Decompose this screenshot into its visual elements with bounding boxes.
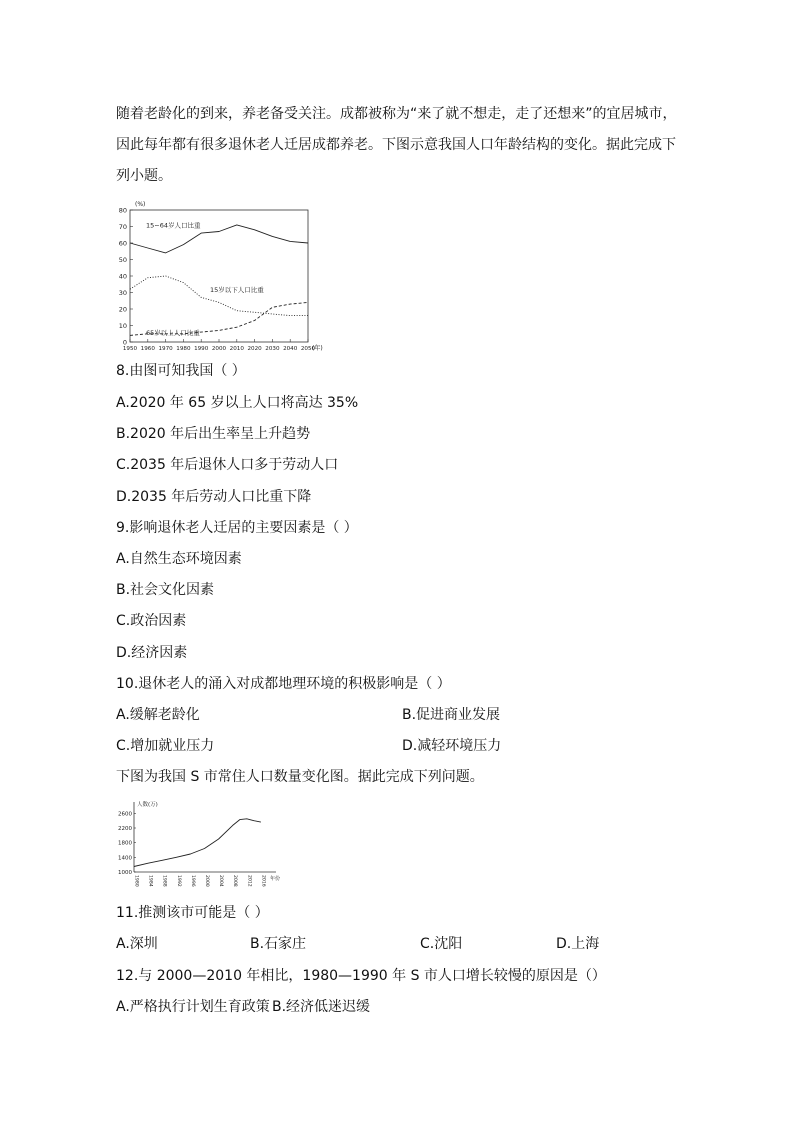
intro-line-3: 列小题。 xyxy=(116,168,172,184)
chart2-x-unit: 年份 xyxy=(270,876,281,882)
q11-option-c: C.沈阳 xyxy=(420,936,463,952)
chart1-y-tick-label: 40 xyxy=(118,272,127,281)
q10-option-c: C.增加就业压力 xyxy=(116,738,215,754)
age-structure-chart xyxy=(112,196,344,354)
chart1-x-tick-label: 1960 xyxy=(140,346,155,352)
chart2-x-tick-label: 2016 xyxy=(260,875,266,887)
chart1-plot-frame xyxy=(130,210,308,342)
chart2-x-tick-label: 1984 xyxy=(147,875,153,887)
chart2-x-tick-label: 2008 xyxy=(232,875,238,887)
q8-stem: 8.由图可知我国（ ） xyxy=(116,363,246,379)
chart1-x-tick-label: 2050 xyxy=(300,346,316,352)
chart1-x-tick-label: 2020 xyxy=(247,346,262,352)
chart2-y-tick-label: 2600 xyxy=(118,811,132,818)
q9-stem: 9.影响退休老人迁居的主要因素是（ ） xyxy=(116,520,358,536)
chart2-x-tick-label: 1988 xyxy=(161,875,167,887)
chart1-y-tick-label: 0 xyxy=(122,338,127,347)
chart2-x-tick-label: 1996 xyxy=(189,875,195,887)
chart1-x-tick-label: 2030 xyxy=(265,346,280,352)
q8-option-c: C.2035 年后退休人口多于劳动人口 xyxy=(116,457,339,473)
chart1-x-tick-label: 1980 xyxy=(176,346,191,352)
q8-option-a: A.2020 年 65 岁以上人口将高达 35% xyxy=(116,395,359,411)
q10-option-b: B.促进商业发展 xyxy=(402,707,501,723)
q9-option-c: C.政治因素 xyxy=(116,613,187,629)
chart1-y-tick-label: 70 xyxy=(118,223,127,231)
chart2-y-unit: 人数(万) xyxy=(137,802,158,808)
q10-option-d: D.减轻环境压力 xyxy=(402,738,502,754)
q12-option-b: B.经济低迷迟缓 xyxy=(272,999,371,1015)
intro2-line: 下图为我国 S 市常住人口数量变化图。据此完成下列问题。 xyxy=(116,769,484,785)
q8-option-b: B.2020 年后出生率呈上升趋势 xyxy=(116,426,311,442)
q11-option-d: D.上海 xyxy=(556,936,600,952)
chart1-x-tick-label: 2010 xyxy=(229,346,244,352)
chart1-x-tick-label: 1970 xyxy=(158,346,173,352)
chart1-y-tick-label: 80 xyxy=(118,206,127,215)
chart1-x-tick-label: 1950 xyxy=(122,346,138,352)
city-population-chart xyxy=(112,798,282,890)
chart1-x-unit: (年) xyxy=(312,345,323,352)
chart1-y-tick-label: 20 xyxy=(118,305,127,314)
q9-option-b: B.社会文化因素 xyxy=(116,582,215,598)
chart1-y-unit: (%) xyxy=(135,201,146,208)
chart2-y-tick-label: 1800 xyxy=(118,840,132,847)
intro-line-1: 随着老龄化的到来，养老备受关注。成都被称为“来了就不想走，走了还想来”的宜居城市， xyxy=(116,106,677,122)
chart2-y-tick-label: 2200 xyxy=(118,826,132,832)
q8-option-d: D.2035 年后劳动人口比重下降 xyxy=(116,489,312,505)
chart1-series-label: 15~64岁人口比重 xyxy=(146,221,201,230)
chart2-x-tick-label: 1980 xyxy=(133,875,139,887)
q9-option-d: D.经济因素 xyxy=(116,645,188,661)
q11-option-b: B.石家庄 xyxy=(250,936,307,952)
q12-stem: 12.与 2000—2010 年相比，1980—1990 年 S 市人口增长较慢的原因是（） xyxy=(116,968,606,984)
chart2-x-tick-label: 2012 xyxy=(246,875,252,887)
chart1-y-tick-label: 10 xyxy=(118,322,127,330)
chart2-y-tick-label: 1000 xyxy=(118,870,132,876)
q11-option-a: A.深圳 xyxy=(116,936,158,952)
chart2-x-tick-label: 2004 xyxy=(218,875,224,887)
q10-option-a: A.缓解老龄化 xyxy=(116,707,200,723)
intro-line-2: 因此每年都有很多退休老人迁居成都养老。下图示意我国人口年龄结构的变化。据此完成下 xyxy=(116,137,676,153)
q11-stem: 11.推测该市可能是（ ） xyxy=(116,905,269,921)
chart1-series-line xyxy=(130,276,308,316)
chart1-y-tick-label: 30 xyxy=(118,289,127,297)
chart1-series-label: 15岁以下人口比重 xyxy=(210,285,264,294)
chart2-y-tick-label: 1400 xyxy=(118,855,132,862)
chart2-x-tick-label: 1992 xyxy=(175,875,181,887)
q10-stem: 10.退休老人的涌入对成都地理环境的积极影响是（ ） xyxy=(116,676,451,692)
chart2-series-line xyxy=(134,819,261,867)
chart1-x-tick-label: 2040 xyxy=(283,346,298,352)
chart1-y-tick-label: 50 xyxy=(118,256,127,264)
chart2-x-tick-label: 2000 xyxy=(204,875,210,887)
chart1-x-tick-label: 2000 xyxy=(211,346,227,352)
q12-option-a: A.严格执行计划生育政策 xyxy=(116,999,270,1015)
chart1-y-tick-label: 60 xyxy=(118,239,127,248)
chart1-x-tick-label: 1990 xyxy=(194,346,209,352)
q9-option-a: A.自然生态环境因素 xyxy=(116,551,242,567)
chart1-series-label: 65岁以上人口比重 xyxy=(146,328,200,337)
